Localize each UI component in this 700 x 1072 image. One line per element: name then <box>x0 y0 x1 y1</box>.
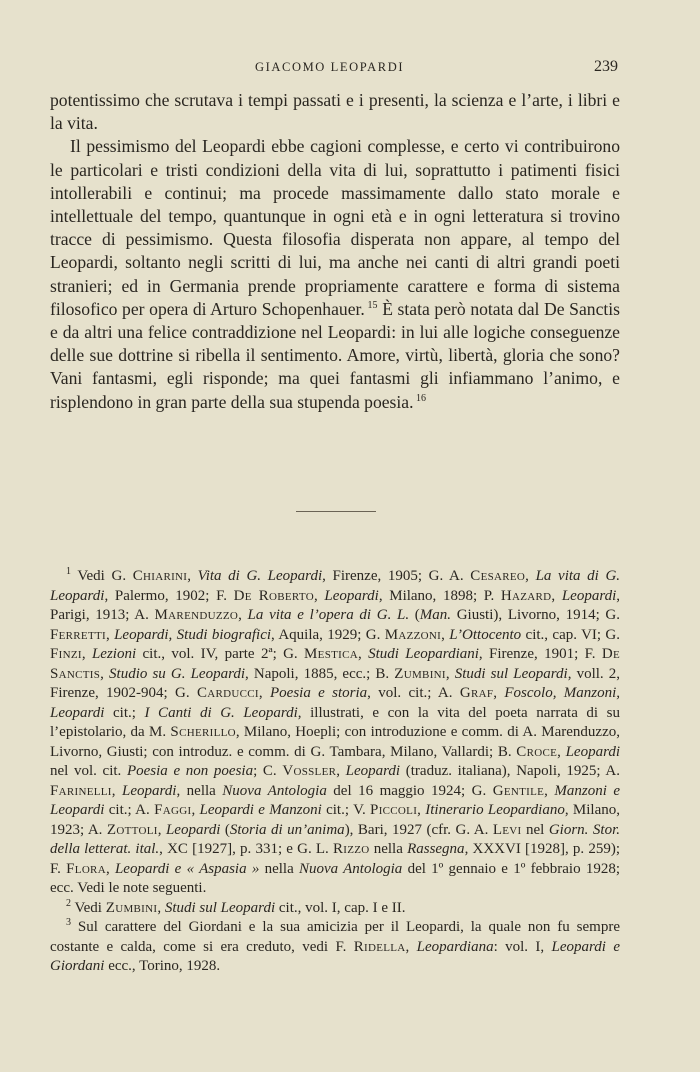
footnote: $^2$ Vedi Zumbini, Studi sul Leopardi cit., vol. I, cap. I e II. <box>66 897 406 916</box>
paragraph-text: Il pessimismo del Leopardi ebbe cagioni complesse, e certo vi contribuirono le particolari e tristi condizioni della vita di lui, soprattutto i patimenti fisici intollerabili e continui; ma procede massimamente dallo stato morale e intellettuale del tempo, quantunque in ogni età e in ogni letteratura si trovino tracce di pessimismo. Questa filosofia disperata non appare, al tempo del Leopardi, soltanto negli scritti di lui, ma anche nei canti di altri grandi poeti stranieri; ed in Germania prende propriamente carattere e forma di sistema filosofico per opera di Arturo Schopenhauer. <box>50 136 620 319</box>
footnote-number: 1 <box>66 566 71 577</box>
running-title: GIACOMO LEOPARDI <box>255 60 405 74</box>
paragraph-text: È stata però notata dal De Sanctis e da altri una felice contraddizione nel Leopardi: in lui alle logiche conseguenze delle sue dottrine si ribella il sentimento. Amore, virtù, libertà, gloria che sono? Vani fantasmi, egli risponde; ma quei fantasmi gli infiammano l’animo, e risplendono in gran parte della sua stupenda poesia. <box>50 298 621 412</box>
main-text <box>50 89 620 414</box>
footnote-number: 2 <box>66 897 71 909</box>
section-divider <box>296 511 376 512</box>
footnote-ref: 15 <box>367 299 378 311</box>
page-number: 239 <box>594 58 618 75</box>
page-header <box>50 58 620 80</box>
footnote: $^3$ Sul carattere del Giordani e la sua amicizia per il Leopardi, la quale non fu sempre costante e calda, come si era creduto, vedi F. Ridella, Leopardiana: vol. I, Leopardi e Giordani ecc., Torino, 1928. <box>50 917 621 974</box>
footnote-number: 3 <box>66 917 71 928</box>
paragraph: potentissimo che scrutava i tempi passati e i presenti, la scienza e l’arte, i libri e la vita. <box>50 90 620 134</box>
footnote: $^1$ Vedi G. Chiarini, Vita di G. Leopardi, Firenze, 1905; G. A. Cesareo, La vita di G. Leopardi, Palermo, 1902; F. De Roberto, Leopardi, Milano, 1898; P. Hazard, Leopardi, Parigi, 1913; A. Marenduzzo, La vita e l’opera di G. L. (Man. Giusti), Livorno, 1914; G. Ferretti, Leopardi, Studi biografici, Aquila, 1929; G. Mazzoni, L’Ottocento cit., cap. VI; G. Finzi, Lezioni cit., vol. IV, parte 2ª; G. Mestica, Studi Leopardiani, Firenze, 1901; F. De Sanctis, Studio su G. Leopardi, Napoli, 1885, ecc.; B. Zumbini, Studi sul Leopardi, voll. 2, Firenze, 1902-904; G. Carducci, Poesia e storia, vol. cit.; A. Graf, Foscolo, Manzoni, Leopardi cit.; I Canti di G. Leopardi, illustrati, e con la vita del poeta narrata di su l’epistolario, da M. Scherillo, Milano, Hoepli; con introduzione e comm. di A. Marenduzzo, Livorno, Giusti; con introduz. e comm. di G. Tambara, Milano, Vallardi; B. Croce, Leopardi nel vol. cit. Poesia e non poesia; C. Vossler, Leopardi (traduz. italiana), Napoli, 1925; A. Farinelli, Leopardi, nella Nuova Antologia del 16 maggio 1924; G. Gentile, Manzoni e Leopardi cit.; A. Faggi, Leopardi e Manzoni cit.; V. Piccoli, Itinerario Leopardiano, Milano, 1923; A. Zottoli, Leopardi (Storia di un’anima), Bari, 1927 (cfr. G. A. Levi nel Giorn. Stor. della letterat. ital., XC [1927], p. 331; e G. L. Rizzo nella Rassegna, XXXVI [1928], p. 259); F. Flora, Leopardi e « Aspasia » nella Nuova Antologia del 1º gennaio e 1º febbraio 1928; ecc. Vedi le note seguenti. <box>50 566 621 896</box>
paragraph <box>50 135 620 413</box>
footnote-ref: 16 <box>416 392 426 404</box>
footnotes <box>50 567 620 977</box>
